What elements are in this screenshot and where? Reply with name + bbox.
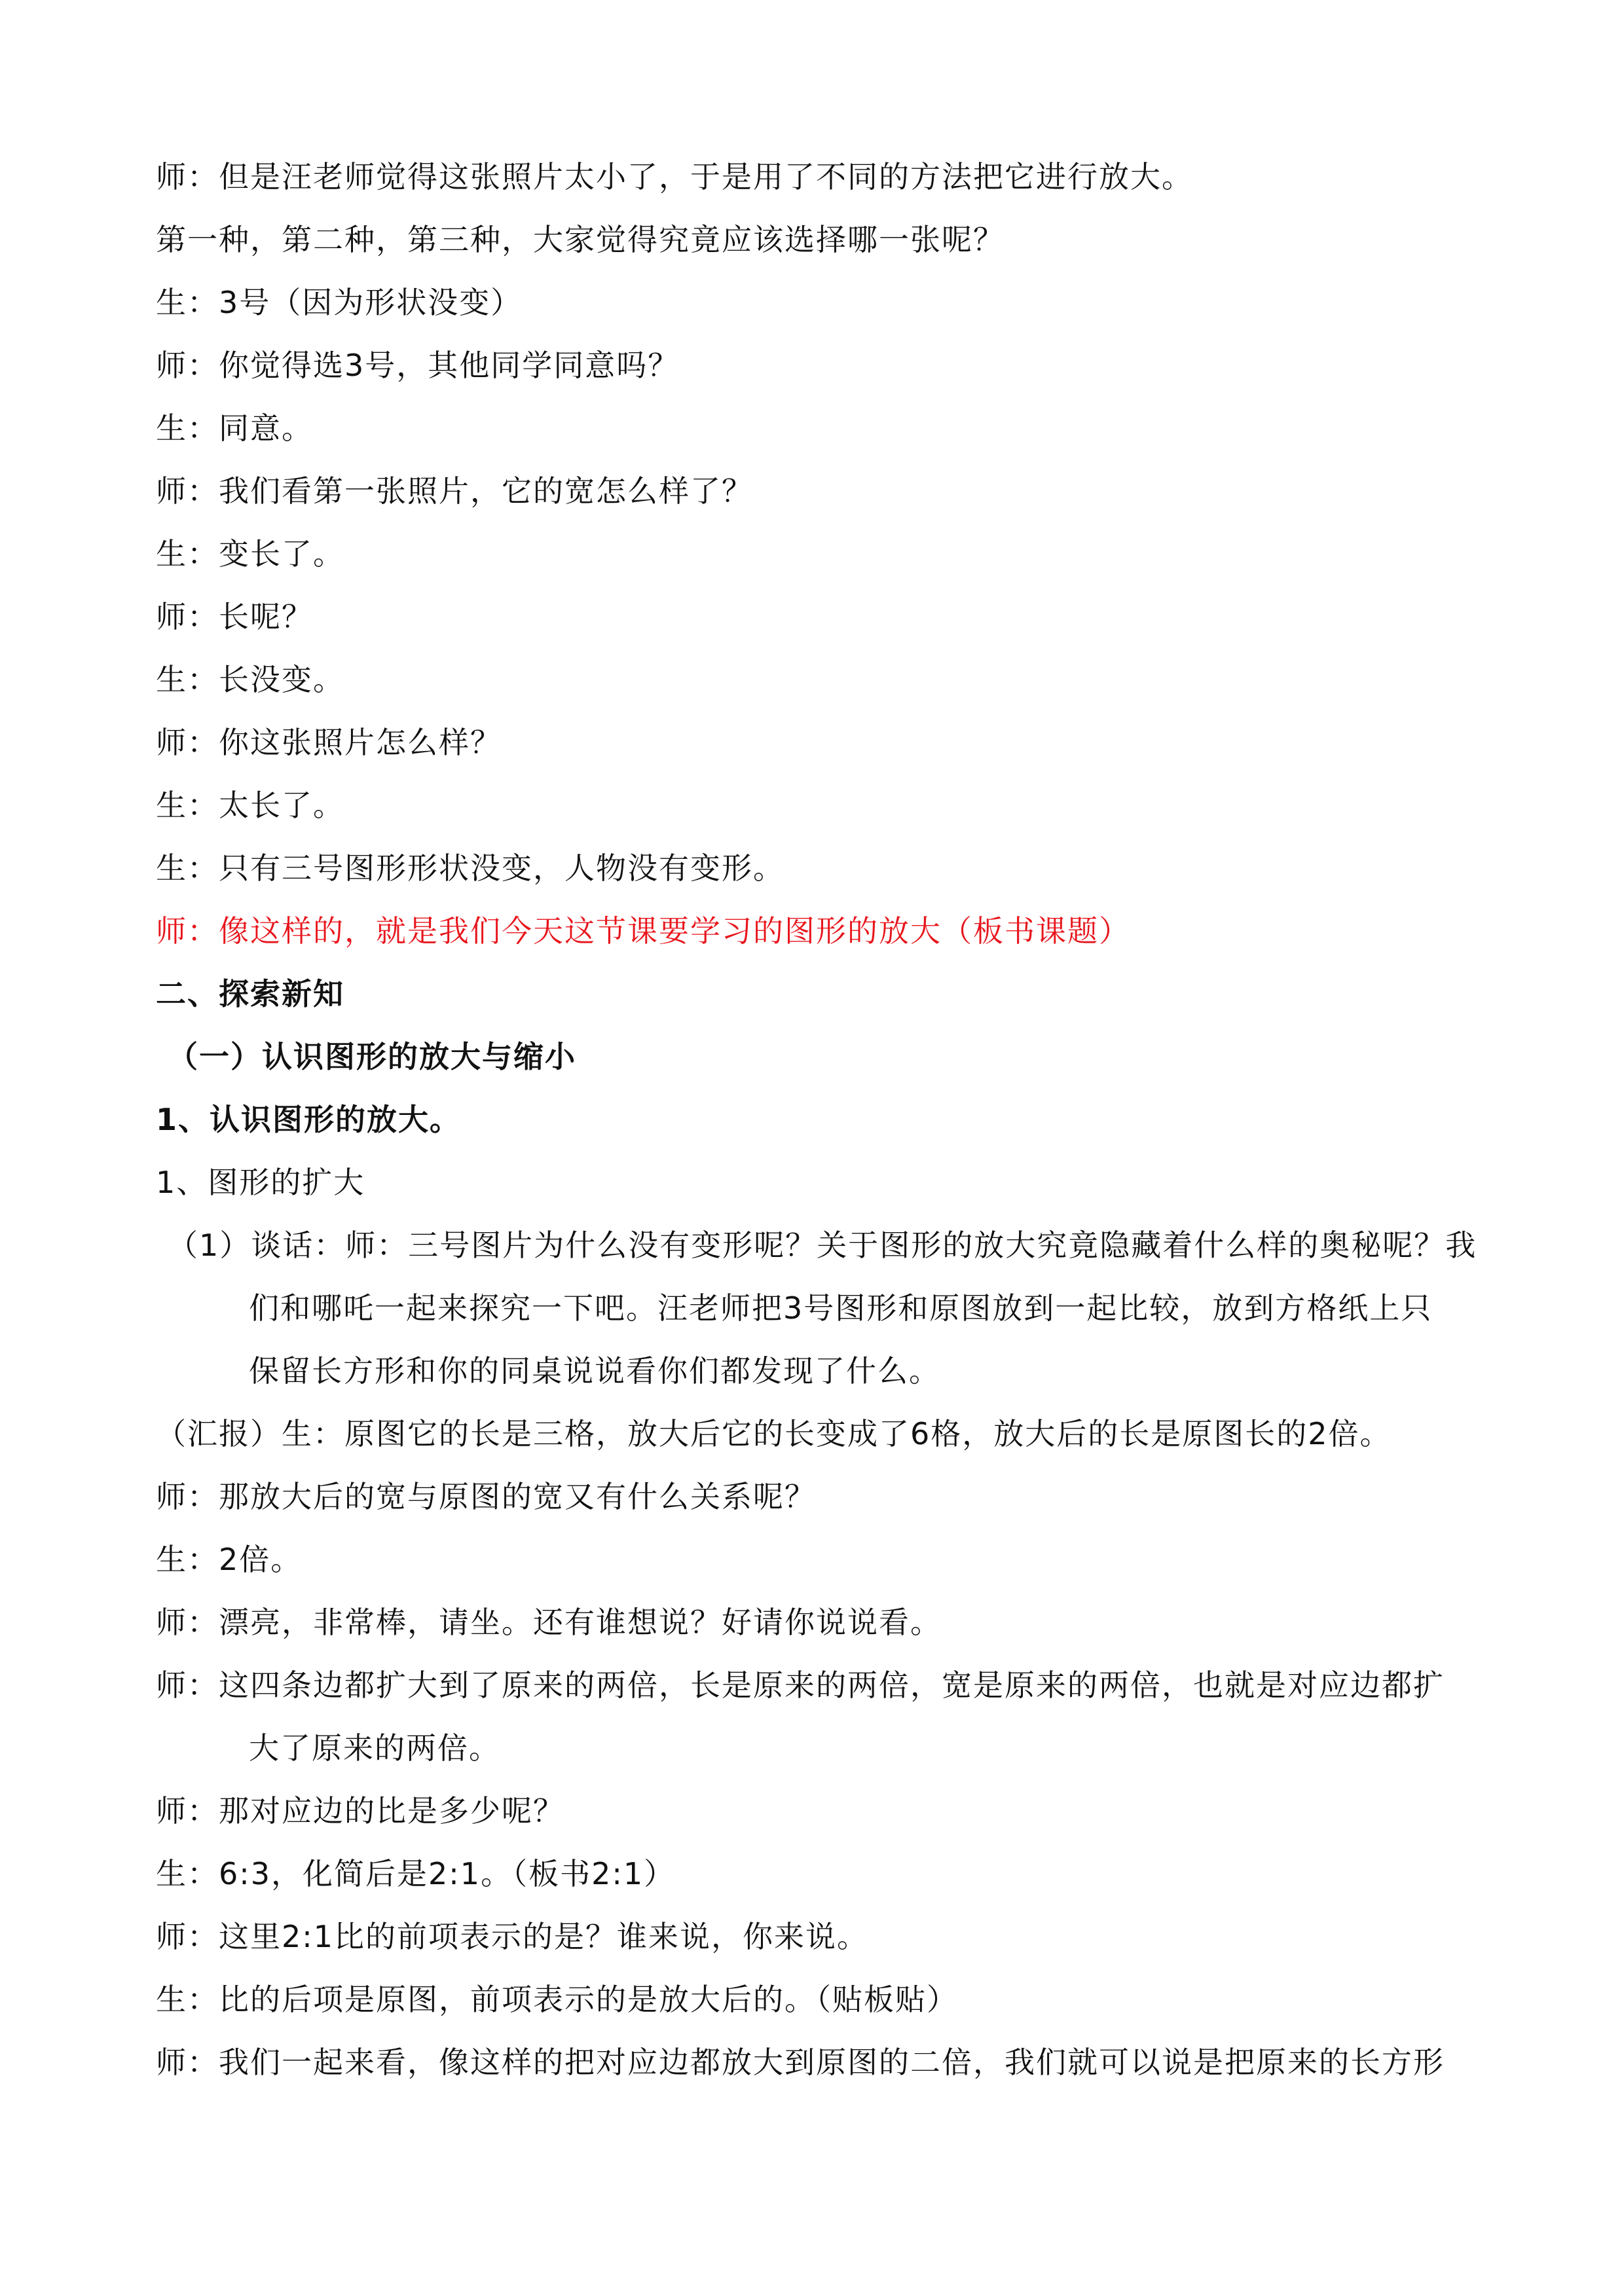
dialogue-line: 师：漂亮，非常棒，请坐。还有谁想说？好请你说说看。 [156,1605,942,1640]
dialogue-line: 第一种，第二种，第三种，大家觉得究竟应该选择哪一张呢？ [156,222,1005,257]
dialogue-line: 师：你觉得选3号，其他同学同意吗？ [156,348,680,383]
dialogue-line: 师：我们一起来看，像这样的把对应边都放大到原图的二倍，我们就可以说是把原来的长方形 [156,2045,1445,2080]
dialogue-continuation: 保留长方形和你的同桌说说看你们都发现了什么。 [249,1353,940,1389]
dialogue-line: 生：比的后项是原图，前项表示的是放大后的。（贴板贴） [156,1982,958,2017]
dialogue-line: 师：你这张照片怎么样？ [156,725,502,760]
dialogue-line: （1）谈话：师：三号图片为什么没有变形呢？关于图形的放大究竟隐藏着什么样的奥秘呢？我 [168,1228,1477,1263]
dialogue-continuation: 们和哪吒一起来探究一下吧。汪老师把3号图形和原图放到一起比较，放到方格纸上只 [249,1290,1433,1326]
dialogue-line: （汇报）生：原图它的长是三格，放大后它的长变成了6格，放大后的长是原图长的2倍。 [156,1416,1392,1451]
dialogue-line: 生：太长了。 [156,788,344,823]
dialogue-line: 师：但是汪老师觉得这张照片太小了，于是用了不同的方法把它进行放大。 [156,159,1193,194]
dialogue-line: 师：这四条边都扩大到了原来的两倍，长是原来的两倍，宽是原来的两倍，也就是对应边都扩 [156,1667,1445,1703]
dialogue-line: 生：6:3，化简后是2:1。（板书2:1） [156,1856,676,1891]
highlighted-dialogue-line: 师：像这样的，就是我们今天这节课要学习的图形的放大（板书课题） [156,913,1130,949]
section-heading: 二、探索新知 [156,976,344,1011]
dialogue-line: 师：长呢？ [156,599,313,634]
dialogue-continuation: 大了原来的两倍。 [249,1730,500,1766]
topic-subheading: 1、图形的扩大 [156,1165,365,1200]
topic-heading: 1、认识图形的放大。 [156,1102,462,1137]
subsection-heading: （一）认识图形的放大与缩小 [168,1039,576,1074]
dialogue-line: 师：那对应边的比是多少呢？ [156,1793,564,1829]
dialogue-line: 生：变长了。 [156,536,344,572]
dialogue-line: 生：3号（因为形状没变） [156,285,523,320]
dialogue-line: 生：长没变。 [156,662,344,697]
dialogue-line: 生：同意。 [156,410,313,446]
dialogue-line: 生：2倍。 [156,1542,303,1577]
dialogue-line: 师：那放大后的宽与原图的宽又有什么关系呢？ [156,1479,816,1514]
dialogue-line: 生：只有三号图形形状没变，人物没有变形。 [156,850,784,886]
dialogue-line: 师：我们看第一张照片，它的宽怎么样了？ [156,473,753,509]
dialogue-line: 师：这里2:1比的前项表示的是？谁来说，你来说。 [156,1919,869,1954]
